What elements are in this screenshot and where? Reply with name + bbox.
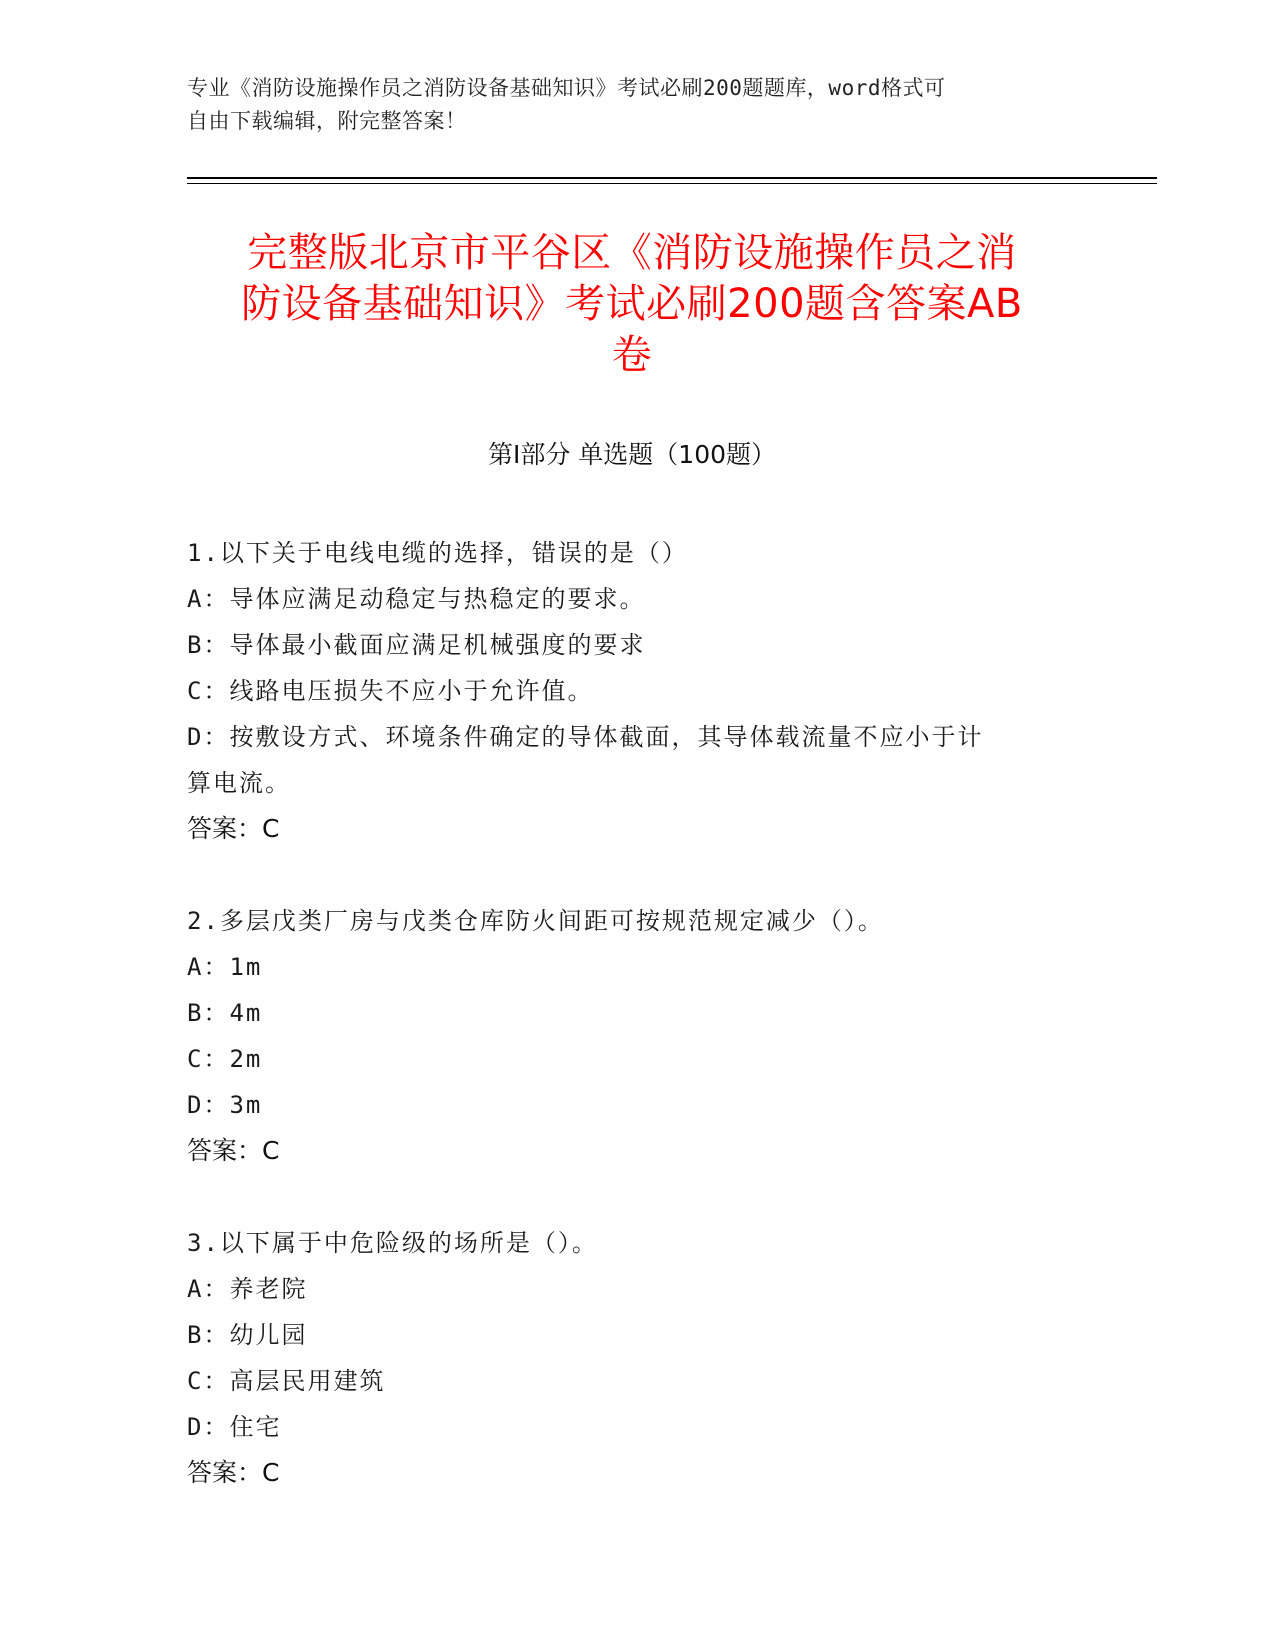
header-note-line: 自由下载编辑，附完整答案！ xyxy=(187,109,467,133)
option-c: C：高层民用建筑 xyxy=(187,1367,386,1395)
section-title: 第Ⅰ部分 单选题（100题） xyxy=(487,440,777,469)
title-line: 完整版北京市平谷区《消防设施操作员之消 xyxy=(247,230,1017,276)
header-divider-thick xyxy=(187,177,1157,179)
option-b: B：导体最小截面应满足机械强度的要求 xyxy=(187,631,646,659)
question-stem: 1.以下关于电线电缆的选择，错误的是（） xyxy=(187,539,688,567)
title-line: 防设备基础知识》考试必刷200题含答案AB xyxy=(241,281,1023,327)
option-d: D：住宅 xyxy=(187,1413,282,1441)
option-a: A：养老院 xyxy=(187,1275,308,1303)
option-c: C：2m xyxy=(187,1045,263,1073)
option-a: A：1m xyxy=(187,953,263,981)
header-note-line: 专业《消防设施操作员之消防设备基础知识》考试必刷200题题库，word格式可 xyxy=(187,76,946,100)
question-list xyxy=(187,530,1087,1542)
header-divider-thin xyxy=(187,183,1157,184)
title-line: 卷 xyxy=(611,332,653,378)
question-item xyxy=(187,530,1087,852)
answer-label: 答案：C xyxy=(187,1458,280,1487)
question-item xyxy=(187,898,1087,1174)
option-a: A：导体应满足动稳定与热稳定的要求。 xyxy=(187,585,646,613)
option-d: D：按敷设方式、环境条件确定的导体截面，其导体载流量不应小于计 xyxy=(187,723,984,751)
option-d: D：3m xyxy=(187,1091,263,1119)
question-stem: 3.以下属于中危险级的场所是（）。 xyxy=(187,1229,598,1257)
option-b: B：4m xyxy=(187,999,263,1027)
question-stem: 2.多层戊类厂房与戊类仓库防火间距可按规范规定减少（）。 xyxy=(187,907,884,935)
option-b: B：幼儿园 xyxy=(187,1321,308,1349)
option-d-continued: 算电流。 xyxy=(187,769,291,797)
answer-label: 答案：C xyxy=(187,1136,280,1165)
answer-label: 答案：C xyxy=(187,814,280,843)
header-note xyxy=(187,72,1087,138)
question-item xyxy=(187,1220,1087,1496)
option-c: C：线路电压损失不应小于允许值。 xyxy=(187,677,594,705)
document-title xyxy=(187,228,1077,381)
